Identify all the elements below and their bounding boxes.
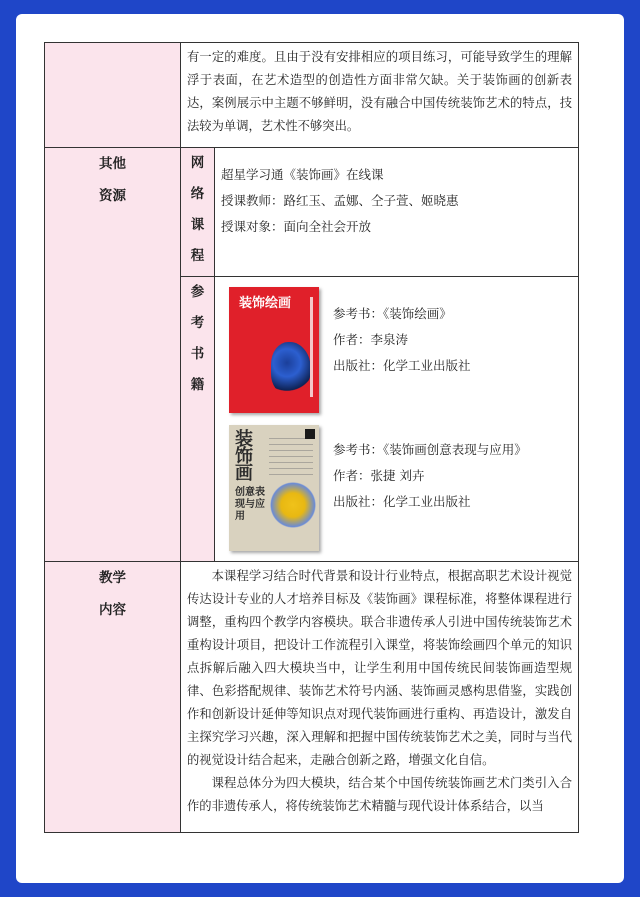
- top-paragraph: 有一定的难度。且由于没有安排相应的项目练习，可能导致学生的理解浮于表面，在艺术造型的创造性方面非常欠缺。关于装饰画的创新表达，案例展示中主题不够鲜明，没有融合中国传统装饰艺术的特点，技法较为单调，艺术性不够突出。: [187, 50, 573, 133]
- publisher-logo-icon: [305, 429, 315, 439]
- book-author: 作者：张捷 刘卉: [333, 468, 425, 483]
- book-info: [333, 437, 527, 515]
- top-text-cell: [181, 43, 579, 148]
- teaching-content-label: [45, 562, 181, 833]
- book-cover-image: [229, 425, 319, 551]
- book-cover-pattern: [269, 435, 313, 475]
- book-cover-title: 装饰画: [235, 429, 253, 484]
- table-row-teaching-content: [45, 562, 579, 833]
- teaching-paragraph-2: 课程总体分为四大模块，结合某个中国传统装饰画艺术门类引入合作的非遗传承人，将传统装饰艺术精髓与现代设计体系结合，以当: [187, 776, 573, 813]
- online-course-cell: [215, 148, 579, 277]
- book-item: [215, 419, 578, 557]
- book-cover-image: [229, 287, 319, 413]
- book-cover-spine: [310, 297, 313, 397]
- book-author: 作者：李泉涛: [333, 332, 409, 347]
- other-resources-label: [45, 148, 181, 562]
- other-resources-label-line2: 资源: [99, 188, 126, 204]
- book-publisher: 出版社：化学工业出版社: [333, 358, 471, 373]
- course-table: [44, 42, 579, 833]
- online-course-audience: 授课对象：面向全社会开放: [221, 219, 372, 234]
- book-item: [215, 277, 578, 419]
- empty-label-cell: [45, 43, 181, 148]
- online-course-label: 网 络 课 程: [181, 148, 215, 277]
- book-info: [333, 301, 471, 379]
- reference-books-label: 参 考 书 籍: [181, 277, 215, 562]
- table-row-top: [45, 43, 579, 148]
- book-ref: 参考书：《装饰绘画》: [333, 306, 452, 321]
- book-cover-subtitle: 创意表现与应用: [235, 487, 265, 522]
- other-resources-label-line1: 其他: [99, 156, 126, 172]
- book-cover-title: 装饰绘画: [239, 296, 292, 311]
- teaching-content-cell: [181, 562, 579, 833]
- teaching-content-label-line1: 教学: [99, 570, 126, 586]
- book-ref: 参考书：《装饰画创意表现与应用》: [333, 442, 527, 457]
- online-course-teachers: 授课教师：路红玉、孟娜、仝子萱、姬晓惠: [221, 193, 459, 208]
- table-row-online-course: [45, 148, 579, 277]
- online-course-info: [215, 148, 578, 240]
- book-cover-graphic: [265, 477, 319, 533]
- book-publisher: 出版社：化学工业出版社: [333, 494, 471, 509]
- reference-books-cell: [215, 277, 579, 562]
- teaching-paragraph-1: 本课程学习结合时代背景和设计行业特点，根据高职艺术设计视觉传达设计专业的人才培养目标及《装饰画》课程标准，将整体课程进行调整，重构四个教学内容模块。联合非遗传承人引进中国传统装饰艺术重构设计项目，把设计工作流程引入课堂，将装饰绘画四个单元的知识点拆解后融入四大模块当中，让学生利用中国传统民间装饰画造型规律、色彩搭配规律、装饰艺术符号内涵、装饰画灵感构思借鉴，实践创作和创新设计延伸等知识点对现代装饰画进行重构、再造设计，激发自主探究学习兴趣，深入理解和把握中国传统装饰艺术之美，同时与当代的视觉设计结合起来，走融合创新之路，增强文化自信。: [187, 569, 573, 767]
- online-course-line: 超星学习通《装饰画》在线课: [221, 167, 384, 182]
- book-cover-graphic: [271, 342, 311, 394]
- teaching-content-label-line2: 内容: [99, 602, 126, 618]
